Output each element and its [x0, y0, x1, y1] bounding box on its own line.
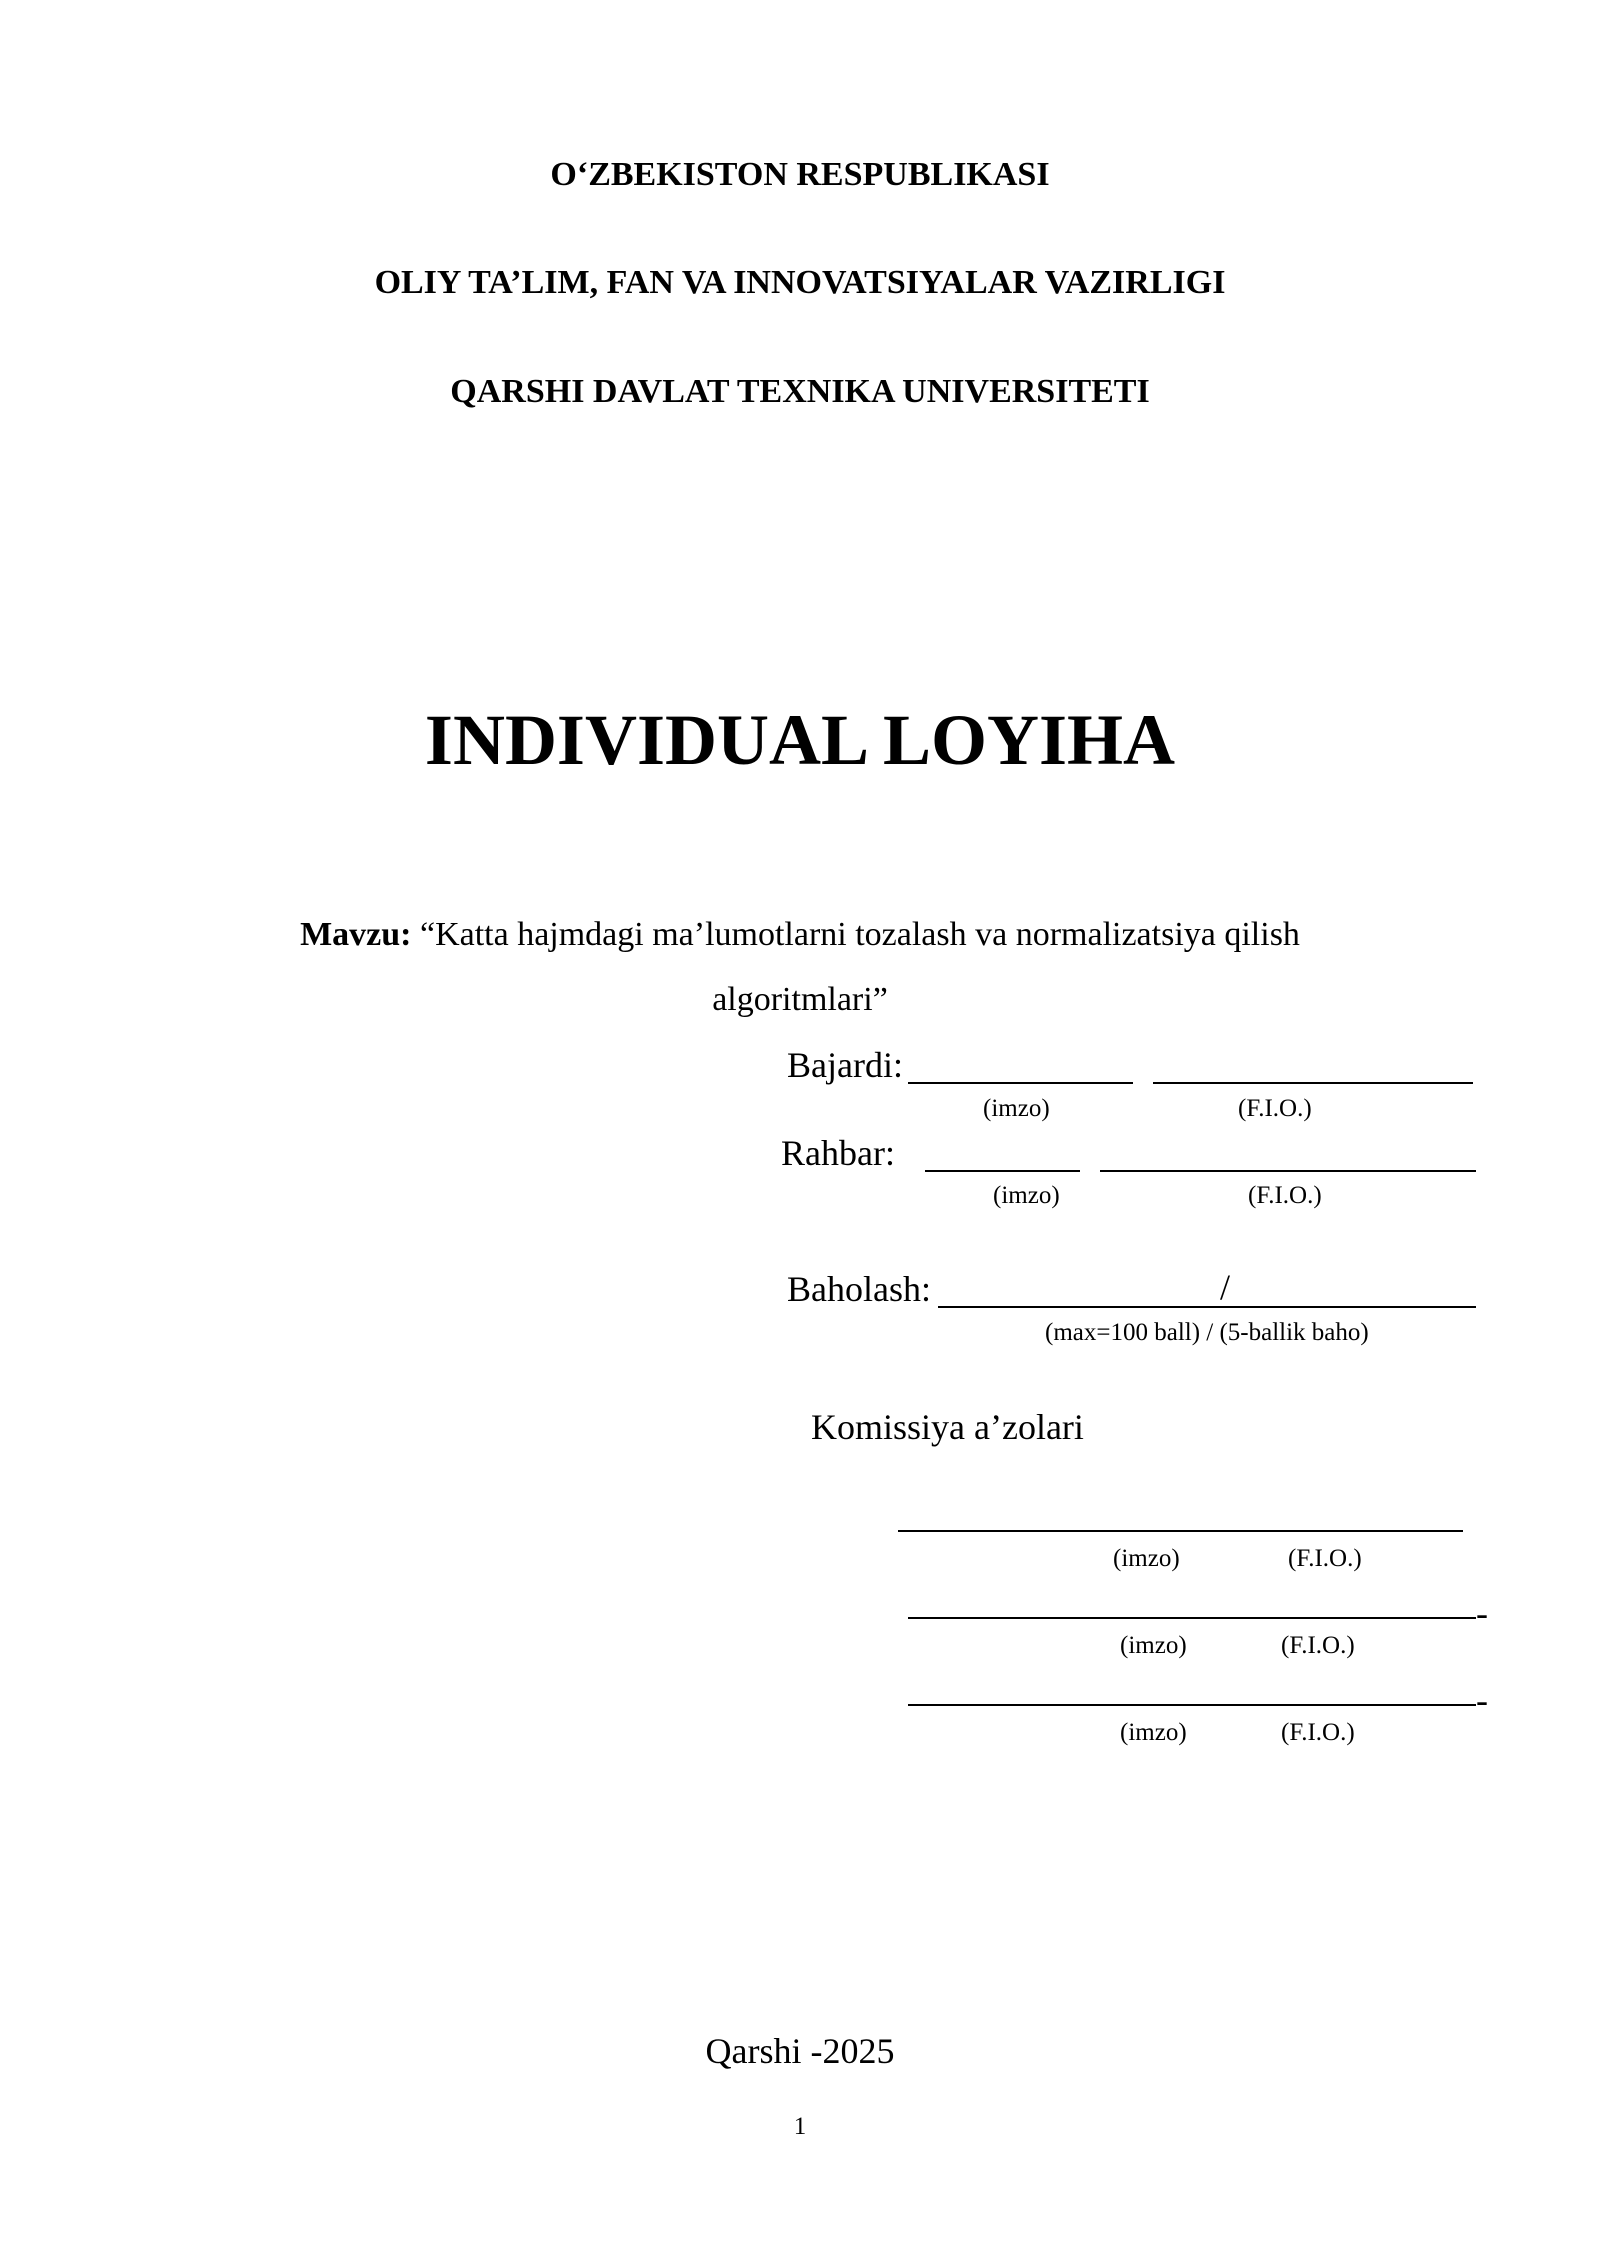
document-title: INDIVIDUAL LOYIHA — [424, 700, 1176, 780]
rahbar-signature-line — [925, 1170, 1080, 1172]
rahbar-name-caption: (F.I.O.) — [1248, 1182, 1322, 1209]
baholash-line — [938, 1306, 1476, 1308]
footer-city-year: Qarshi -2025 — [705, 2031, 895, 2071]
commission-member-line — [908, 1704, 1476, 1706]
topic-text: “Katta hajmdagi ma’lumotlarni tozalash va normalizatsiya qilish — [419, 916, 1300, 953]
rahbar-sign-caption: (imzo) — [993, 1182, 1060, 1209]
baholash-label: Baholash: — [787, 1269, 931, 1309]
commission-member-line — [898, 1530, 1463, 1532]
bajardi-name-caption: (F.I.O.) — [1238, 1095, 1312, 1122]
topic-line-1 — [0, 915, 1600, 955]
commission-member-name-caption: (F.I.O.) — [1288, 1545, 1362, 1572]
page-number: 1 — [793, 2113, 807, 2140]
rahbar-label: Rahbar: — [781, 1133, 895, 1173]
commission-member-sign-caption: (imzo) — [1113, 1545, 1180, 1572]
topic-label: Mavzu: — [300, 916, 412, 953]
rahbar-name-line — [1100, 1170, 1476, 1172]
commission-member-name-caption: (F.I.O.) — [1281, 1632, 1355, 1659]
commission-member-sign-caption: (imzo) — [1120, 1632, 1187, 1659]
bajardi-signature-line — [908, 1082, 1133, 1084]
commission-member-sign-caption: (imzo) — [1120, 1719, 1187, 1746]
bajardi-name-line — [1153, 1082, 1473, 1084]
commission-member-line — [908, 1617, 1476, 1619]
bajardi-sign-caption: (imzo) — [983, 1095, 1050, 1122]
header-country: O‘ZBEKISTON RESPUBLIKASI — [550, 156, 1050, 193]
topic-line-2: algoritmlari” — [712, 981, 888, 1018]
commission-heading: Komissiya a’zolari — [811, 1407, 1084, 1447]
bajardi-label: Bajardi: — [787, 1045, 903, 1085]
commission-member-trailing-dash: - — [1476, 1593, 1488, 1633]
baholash-caption: (max=100 ball) / (5-ballik baho) — [1045, 1319, 1369, 1346]
header-ministry: OLIY TA’LIM, FAN VA INNOVATSIYALAR VAZIRLIGI — [374, 264, 1226, 301]
header-university: QARSHI DAVLAT TEXNIKA UNIVERSITETI — [450, 373, 1150, 410]
commission-member-trailing-dash: - — [1476, 1680, 1488, 1720]
commission-member-name-caption: (F.I.O.) — [1281, 1719, 1355, 1746]
baholash-separator: / — [1220, 1267, 1231, 1307]
